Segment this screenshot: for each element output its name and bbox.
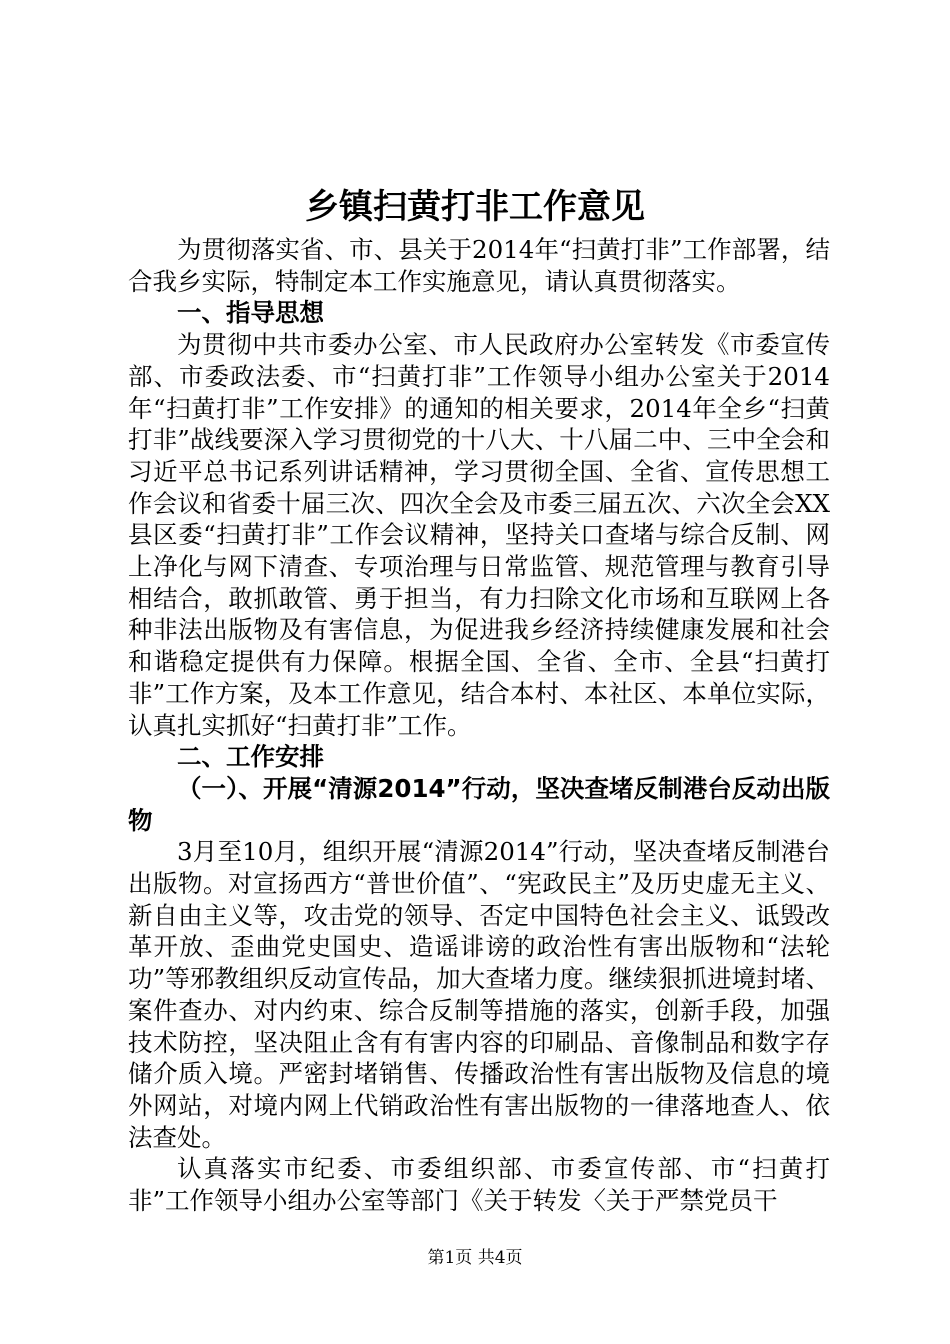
document-title: 乡镇扫黄打非工作意见 <box>305 187 645 227</box>
page-number-footer: 第1页 共4页 <box>427 1248 523 1268</box>
subsection-paragraph-qingyuan-2: 认真落实市纪委、市委组织部、市委宣传部、市“扫黄打非”工作领导小组办公室等部门《关于转发〈关于严禁党员干 <box>128 1154 830 1216</box>
section-heading-work-arrangement: 二、工作安排 <box>177 742 324 772</box>
subsection-paragraph-qingyuan-1: 3月至10月，组织开展“清源2014”行动，坚决查堵反制港台出版物。对宣扬西方“普世价值”、“宪政民主”及历史虚无主义、新自由主义等，攻击党的领导、否定中国特色社会主义、诋毁改革开放、歪曲党史国史、造谣诽谤的政治性有害出版物和“法轮功”等邪教组织反动宣传品，加大查堵力度。继续狠抓进境封堵、案件查办、对内约束、综合反制等措施的落实，创新手段，加强技术防控，坚决阻止含有有害内容的印刷品、音像制品和数字存储介质入境。严密封堵销售、传播政治性有害出版物及信息的境外网站，对境内网上代销政治性有害出版物的一律落地查人、依法查处。 <box>128 837 830 1152</box>
document-body <box>128 234 830 1217</box>
subsection-heading-qingyuan: （一）、开展“清源2014”行动，坚决查堵反制港台反动出版物 <box>128 773 830 835</box>
intro-paragraph: 为贯彻落实省、市、县关于2014年“扫黄打非”工作部署，结合我乡实际，特制定本工作实施意见，请认真贯彻落实。 <box>128 235 830 296</box>
section-paragraph-guiding-ideology: 为贯彻中共市委办公室、市人民政府办公室转发《市委宣传部、市委政法委、市“扫黄打非”工作领导小组办公室关于2014年“扫黄打非”工作安排》的通知的相关要求，2014年全乡“扫黄打非”战线要深入学习贯彻党的十八大、十八届二中、三中全会和习近平总书记系列讲话精神，学习贯彻全国、全省、宣传思想工作会议和省委十届三次、四次全会及市委三届五次、六次全会XX县区委“扫黄打非”工作会议精神，坚持关口查堵与综合反制、网上净化与网下清查、专项治理与日常监管、规范管理与教育引导相结合，敢抓敢管、勇于担当，有力扫除文化市场和互联网上各种非法出版物及有害信息，为促进我乡经济持续健康发展和社会和谐稳定提供有力保障。根据全国、全省、全市、全县“扫黄打非”工作方案，及本工作意见，结合本村、本社区、本单位实际，认真扎实抓好“扫黄打非”工作。 <box>128 330 830 740</box>
section-heading-guiding-ideology: 一、指导思想 <box>177 298 324 328</box>
